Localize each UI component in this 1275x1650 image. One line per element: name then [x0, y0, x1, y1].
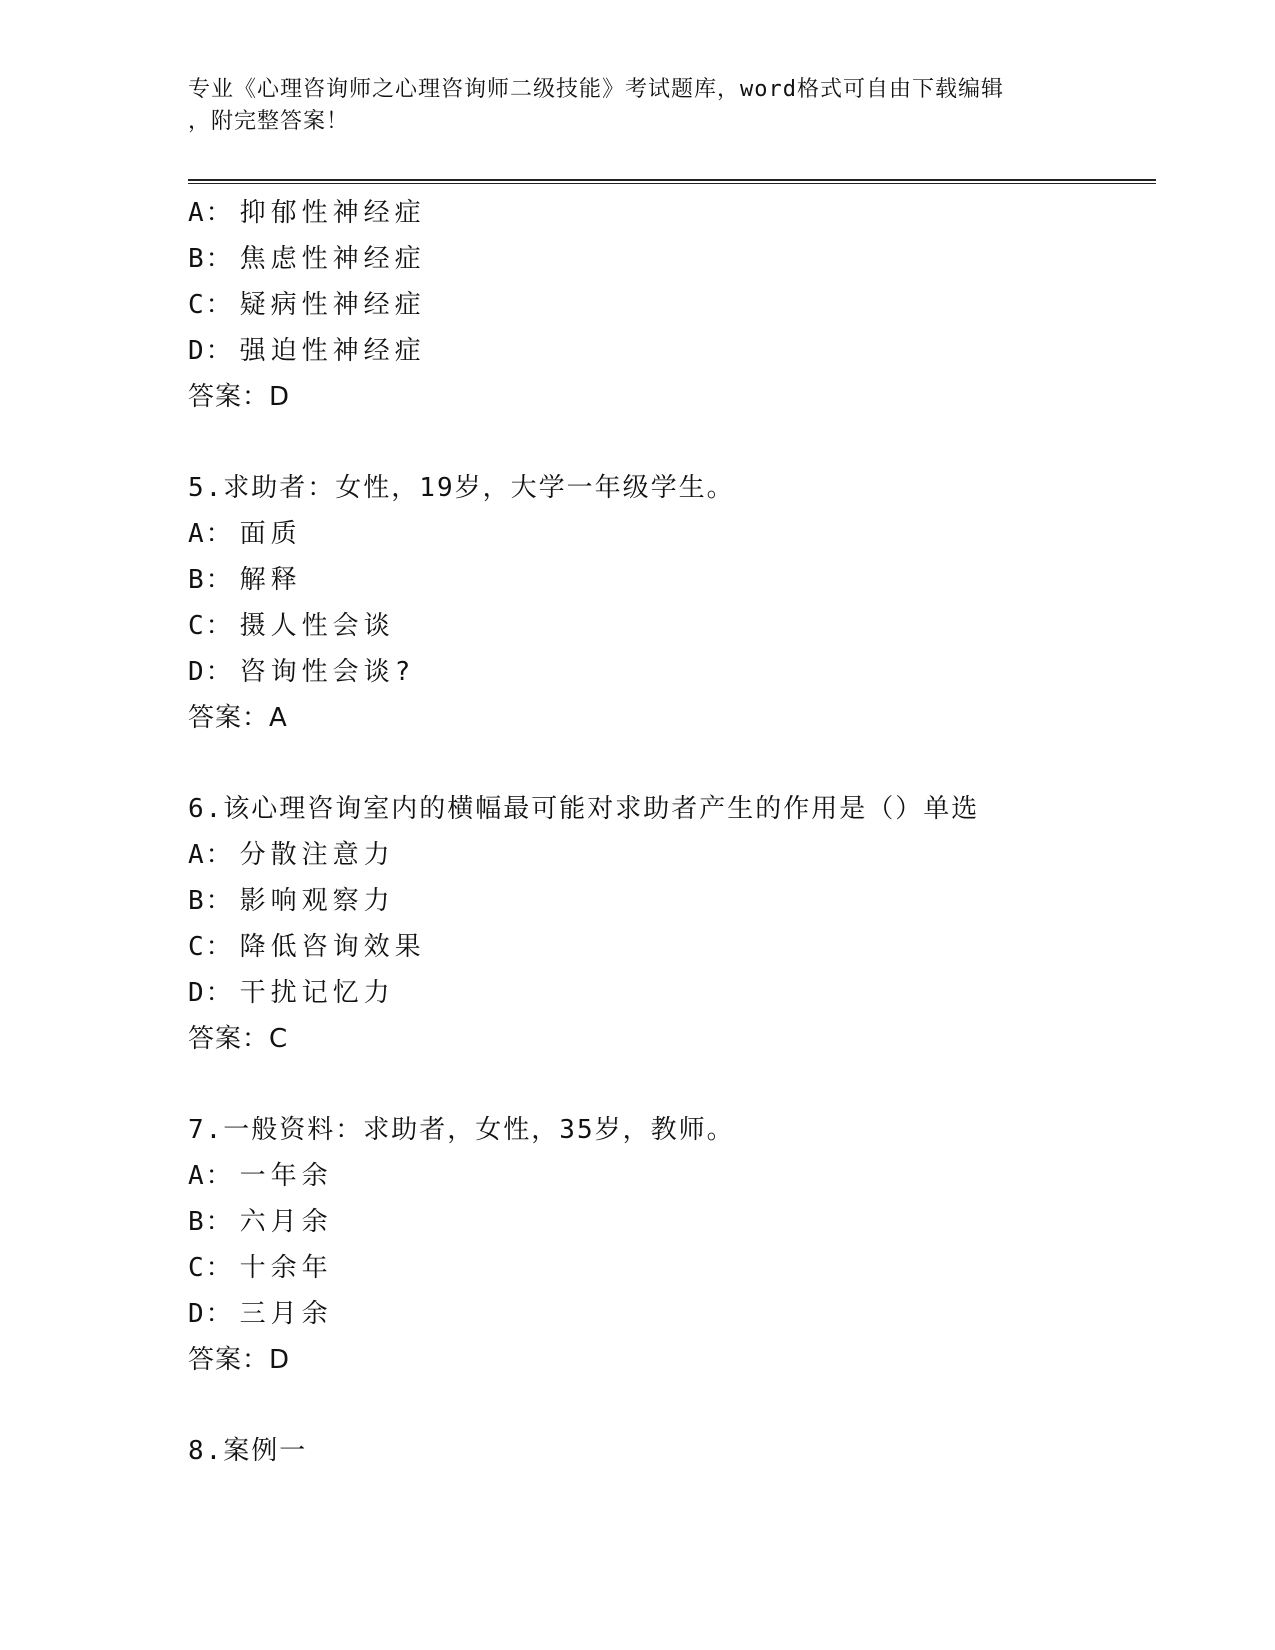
- spacer: [188, 420, 1148, 465]
- option-d: [188, 649, 1148, 695]
- option-b: [188, 1199, 1148, 1245]
- option-text: 十余年: [239, 1253, 333, 1283]
- question-stem: 7.一般资料：求助者，女性，35岁，教师。: [188, 1115, 735, 1145]
- spacer: [188, 1062, 1148, 1107]
- option-text: 三月余: [239, 1299, 333, 1329]
- option-letter: B：: [188, 1207, 234, 1237]
- option-c: [188, 282, 1148, 328]
- answer-line: 答案：D: [188, 1345, 291, 1375]
- spacer: [188, 1383, 1148, 1428]
- header-line-1: 专业《心理咨询师之心理咨询师二级技能》考试题库，word格式可自由下载编辑: [188, 77, 1004, 102]
- option-b: [188, 236, 1148, 282]
- option-letter: D：: [188, 657, 234, 687]
- option-text: 咨询性会谈?: [239, 657, 416, 687]
- header-line-2: ，附完整答案！: [188, 109, 350, 134]
- option-letter: A：: [188, 1161, 234, 1191]
- question-stem: 8.案例一: [188, 1436, 308, 1466]
- option-text: 面质: [239, 519, 302, 549]
- option-a: [188, 190, 1148, 236]
- option-text: 抑郁性神经症: [239, 198, 426, 228]
- option-letter: A：: [188, 519, 234, 549]
- question-list: [188, 190, 1148, 1474]
- answer-line: 答案：D: [188, 382, 291, 412]
- question-8: [188, 1428, 1148, 1474]
- header-rule-thin: [188, 183, 1156, 184]
- option-letter: C：: [188, 932, 234, 962]
- question-stem: 6.该心理咨询室内的横幅最可能对求助者产生的作用是（）单选: [188, 794, 980, 824]
- option-text: 解释: [239, 565, 302, 595]
- option-letter: C：: [188, 1253, 234, 1283]
- answer-line: 答案：A: [188, 703, 288, 733]
- option-letter: C：: [188, 290, 234, 320]
- question-4: [188, 190, 1148, 420]
- option-text: 分散注意力: [239, 840, 395, 870]
- option-d: [188, 328, 1148, 374]
- option-text: 影响观察力: [239, 886, 395, 916]
- option-d: [188, 970, 1148, 1016]
- option-text: 降低咨询效果: [239, 932, 426, 962]
- option-b: [188, 557, 1148, 603]
- option-letter: C：: [188, 611, 234, 641]
- header-rule-thick: [188, 179, 1156, 181]
- document-header: [188, 74, 1088, 138]
- option-text: 强迫性神经症: [239, 336, 426, 366]
- question-7: [188, 1107, 1148, 1383]
- option-letter: B：: [188, 886, 234, 916]
- option-text: 焦虑性神经症: [239, 244, 426, 274]
- option-a: [188, 832, 1148, 878]
- option-letter: A：: [188, 198, 234, 228]
- option-letter: D：: [188, 1299, 234, 1329]
- option-letter: B：: [188, 244, 234, 274]
- option-letter: B：: [188, 565, 234, 595]
- option-letter: D：: [188, 336, 234, 366]
- option-text: 干扰记忆力: [239, 978, 395, 1008]
- option-text: 六月余: [239, 1207, 333, 1237]
- question-stem: 5.求助者：女性，19岁，大学一年级学生。: [188, 473, 735, 503]
- option-d: [188, 1291, 1148, 1337]
- option-letter: D：: [188, 978, 234, 1008]
- spacer: [188, 741, 1148, 786]
- answer-line: 答案：C: [188, 1024, 289, 1054]
- option-a: [188, 1153, 1148, 1199]
- option-a: [188, 511, 1148, 557]
- question-6: [188, 786, 1148, 1062]
- option-c: [188, 1245, 1148, 1291]
- option-c: [188, 603, 1148, 649]
- option-b: [188, 878, 1148, 924]
- option-text: 一年余: [239, 1161, 333, 1191]
- option-text: 摄人性会谈: [239, 611, 395, 641]
- question-5: [188, 465, 1148, 741]
- option-letter: A：: [188, 840, 234, 870]
- option-c: [188, 924, 1148, 970]
- option-text: 疑病性神经症: [239, 290, 426, 320]
